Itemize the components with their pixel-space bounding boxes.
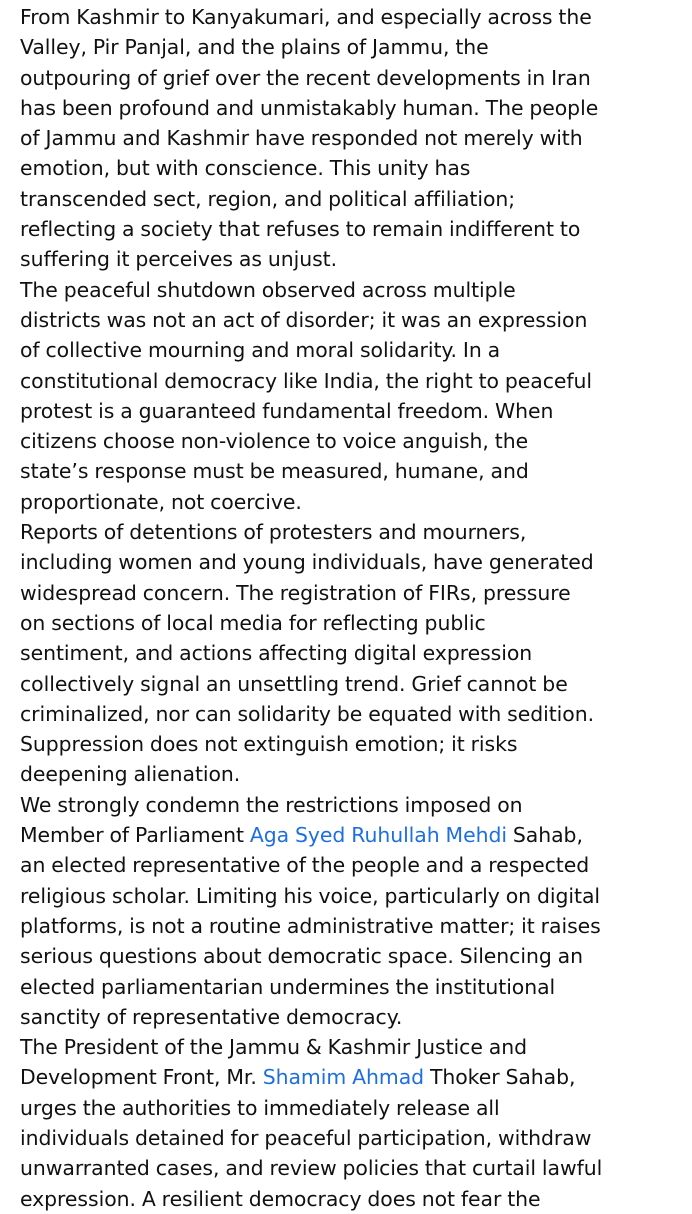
text-line	[20, 911, 688, 941]
paragraph-3	[20, 517, 688, 790]
text-line	[20, 608, 688, 638]
text-segment: Development Front, Mr.	[20, 1065, 263, 1090]
text-line	[20, 669, 688, 699]
text-segment: elected parliamentarian undermines the institutional	[20, 974, 556, 999]
text-segment: Sahab,	[506, 823, 583, 848]
text-line	[20, 63, 688, 93]
text-line	[20, 275, 688, 305]
text-segment: an elected representative of the people and a respected	[20, 853, 590, 878]
text-segment: reflecting a society that refuses to remain indifferent to	[20, 217, 581, 242]
text-segment: of Jammu and Kashmir have responded not merely with	[20, 126, 583, 151]
mention-link[interactable]: Shamim Ahmad	[262, 1065, 425, 1090]
text-segment: The peaceful shutdown observed across multiple	[20, 277, 516, 302]
text-segment: Thoker Sahab,	[424, 1065, 576, 1090]
text-line	[20, 517, 688, 547]
text-segment: Valley, Pir Panjal, and the plains of Jammu, the	[20, 35, 489, 60]
text-segment: sentiment, and actions affecting digital expression	[20, 641, 533, 666]
text-line	[20, 426, 688, 456]
text-segment: Reports of detentions of protesters and mourners,	[20, 520, 527, 545]
paragraph-4	[20, 790, 688, 1032]
text-line	[20, 456, 688, 486]
text-line	[20, 972, 688, 1002]
text-segment: Member of Parliament	[20, 823, 250, 848]
text-line	[20, 184, 688, 214]
text-line	[20, 578, 688, 608]
text-line	[20, 790, 688, 820]
text-line	[20, 366, 688, 396]
text-segment: urges the authorities to immediately release all	[20, 1095, 500, 1120]
text-segment: citizens choose non-violence to voice anguish, the	[20, 429, 529, 454]
text-segment: protest is a guaranteed fundamental freedom. When	[20, 398, 554, 423]
text-line	[20, 1062, 688, 1092]
text-segment: From Kashmir to Kanyakumari, and especially across the	[20, 5, 592, 29]
text-line	[20, 850, 688, 880]
text-segment: serious questions about democratic space. Silencing an	[20, 944, 583, 969]
text-line	[20, 729, 688, 759]
text-line	[20, 881, 688, 911]
text-segment: on sections of local media for reflecting public	[20, 610, 486, 635]
text-segment: Suppression does not extinguish emotion; it risks	[20, 732, 518, 757]
text-line	[20, 487, 688, 517]
text-line	[20, 547, 688, 577]
text-segment: has been profound and unmistakably human. The people	[20, 95, 599, 120]
text-line	[20, 1002, 688, 1032]
paragraph-1	[20, 2, 688, 275]
text-line	[20, 1123, 688, 1153]
text-line	[20, 93, 688, 123]
text-segment: districts was not an act of disorder; it was an expression	[20, 307, 588, 332]
text-segment: sanctity of representative democracy.	[20, 1004, 403, 1029]
text-line	[20, 1153, 688, 1183]
text-line	[20, 941, 688, 971]
text-line	[20, 214, 688, 244]
text-line	[20, 396, 688, 426]
text-segment: We strongly condemn the restrictions imposed on	[20, 792, 523, 817]
post-body	[20, 2, 688, 1214]
text-segment: emotion, but with conscience. This unity has	[20, 156, 471, 181]
text-segment: unwarranted cases, and review policies that curtail lawful	[20, 1156, 603, 1181]
text-line	[20, 123, 688, 153]
paragraph-2	[20, 275, 688, 517]
text-segment: The President of the Jammu & Kashmir Justice and	[20, 1035, 527, 1060]
text-line	[20, 2, 688, 32]
text-segment: including women and young individuals, have generated	[20, 550, 594, 575]
text-line	[20, 153, 688, 183]
text-segment: outpouring of grief over the recent developments in Iran	[20, 65, 591, 90]
text-segment: platforms, is not a routine administrative matter; it raises	[20, 913, 601, 938]
text-segment: widespread concern. The registration of FIRs, pressure	[20, 580, 571, 605]
text-segment: individuals detained for peaceful participation, withdraw	[20, 1125, 592, 1150]
text-line	[20, 335, 688, 365]
text-segment: proportionate, not coercive.	[20, 489, 302, 514]
text-segment: expression. A resilient democracy does not fear the	[20, 1186, 541, 1211]
text-segment: of collective mourning and moral solidarity. In a	[20, 338, 501, 363]
text-line	[20, 820, 688, 850]
text-segment: transcended sect, region, and political affiliation;	[20, 186, 516, 211]
text-line	[20, 638, 688, 668]
text-line	[20, 32, 688, 62]
text-line	[20, 1032, 688, 1062]
text-segment: criminalized, nor can solidarity be equated with sedition.	[20, 701, 595, 726]
text-line	[20, 244, 688, 274]
text-line	[20, 1093, 688, 1123]
text-line	[20, 699, 688, 729]
text-line	[20, 1184, 688, 1214]
text-segment: state’s response must be measured, humane, and	[20, 459, 529, 484]
text-segment: religious scholar. Limiting his voice, particularly on digital	[20, 883, 600, 908]
text-line	[20, 305, 688, 335]
text-segment: constitutional democracy like India, the right to peaceful	[20, 368, 593, 393]
text-segment: collectively signal an unsettling trend. Grief cannot be	[20, 671, 568, 696]
text-line	[20, 759, 688, 789]
mention-link[interactable]: Aga Syed Ruhullah Mehdi	[249, 823, 507, 848]
paragraph-5	[20, 1032, 688, 1214]
text-segment: deepening alienation.	[20, 762, 241, 787]
text-segment: suffering it perceives as unjust.	[20, 247, 338, 272]
